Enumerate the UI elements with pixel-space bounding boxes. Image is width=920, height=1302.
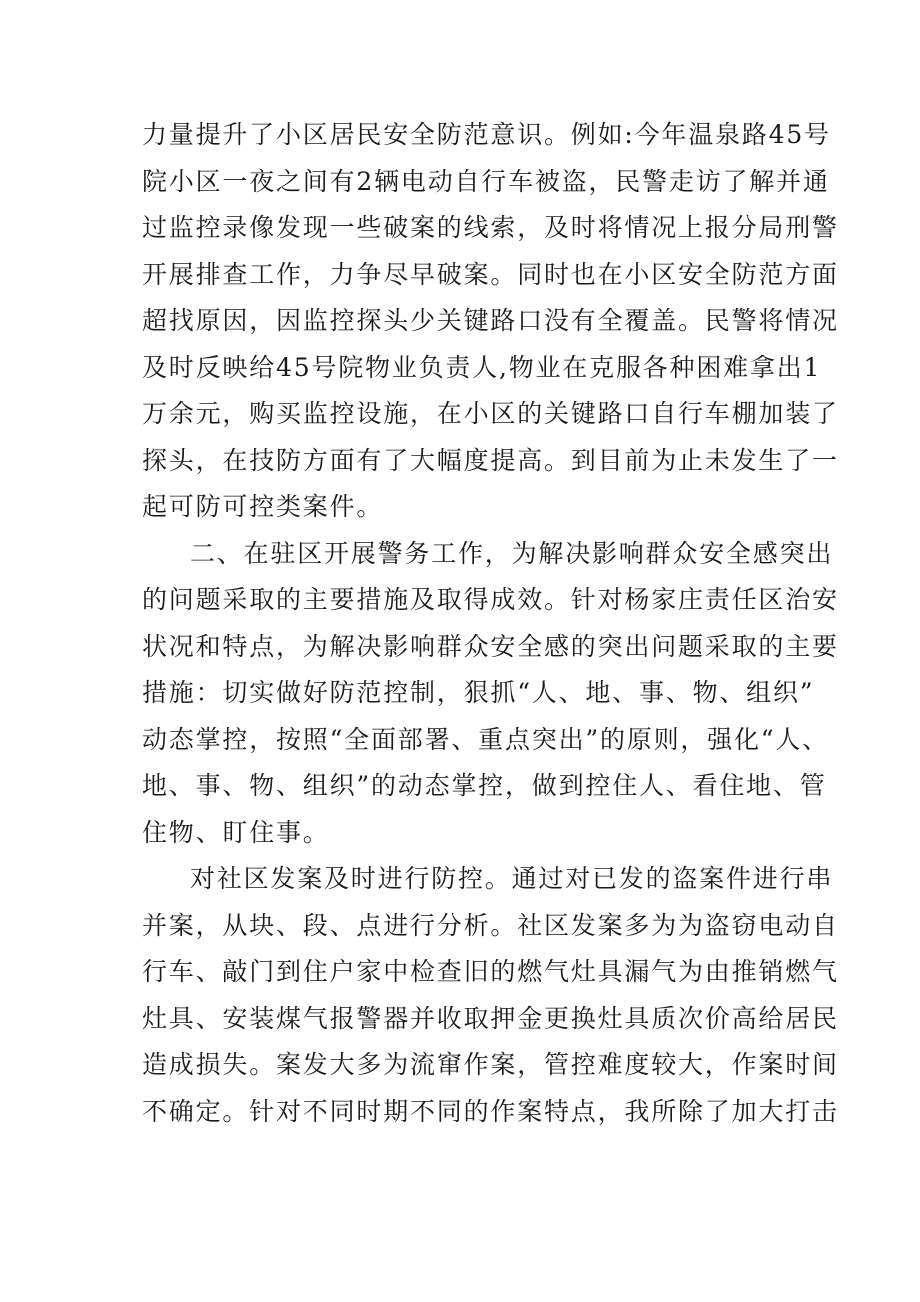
section-heading-line: 二、在驻区开展警务工作，为解决影响群众安全感突出: [190, 538, 834, 568]
text-line-21: 造成损失。案发大多为流窜作案，管控难度较大，作案时间: [142, 1050, 839, 1079]
text-line-15: 地、事、物、组织”的动态掌控，做到控住人、看住地、管: [142, 771, 827, 800]
text-line-13: 措施：切实做好防范控制，狠抓“人、地、事、物、组织”: [142, 678, 815, 707]
text-line-22: 不确定。针对不同时期不同的作案特点，我所除了加大打击: [142, 1096, 839, 1126]
text-line-12: 状况和特点，为解决影响群众安全感的突出问题采取的主要: [142, 631, 839, 661]
text-line-8: 探头，在技防方面有了大幅度提高。到目前为止未发生了一: [142, 445, 839, 475]
text-line-18: 并案，从块、段、点进行分析。社区发案多为为盗窃电动自: [142, 910, 839, 940]
paragraph-start-line: 对社区发案及时进行防控。通过对已发的盗案件进行串: [190, 864, 834, 893]
text-line-11: 的问题采取的主要措施及取得成效。针对杨家庄责任区治安: [142, 585, 839, 614]
text-line-9: 起可防可控类案件。: [142, 492, 384, 521]
text-line-4: 开展排查工作，力争尽早破案。同时也在小区安全防范方面: [142, 259, 839, 289]
text-line-16: 住物、盯住事。: [142, 817, 330, 847]
body-text: [142, 112, 839, 1135]
text-line-19: 行车、敲门到住户家中检查旧的燃气灶具漏气为由推销燃气: [142, 957, 839, 986]
text-line-2: 院小区一夜之间有2辆电动自行车被盗，民警走访了解并通: [142, 166, 830, 196]
text-line-5: 超找原因，因监控探头少关键路口没有全覆盖。民警将情况: [142, 306, 839, 335]
text-line-14: 动态掌控，按照“全面部署、重点突出”的原则，强化“人、: [142, 724, 829, 754]
text-line-3: 过监控录像发现一些破案的线索，及时将情况上报分局刑警: [142, 213, 839, 242]
text-line-20: 灶具、安装煤气报警器并收取押金更换灶具质次价高给居民: [142, 1003, 839, 1033]
text-line-6: 及时反映给45号院物业负责人,物业在克服各种困难拿出1: [142, 352, 822, 382]
text-line-7: 万余元，购买监控设施，在小区的关键路口自行车棚加装了: [142, 399, 839, 428]
text-line-1: 力量提升了小区居民安全防范意识。例如:今年温泉路45号: [142, 120, 831, 149]
